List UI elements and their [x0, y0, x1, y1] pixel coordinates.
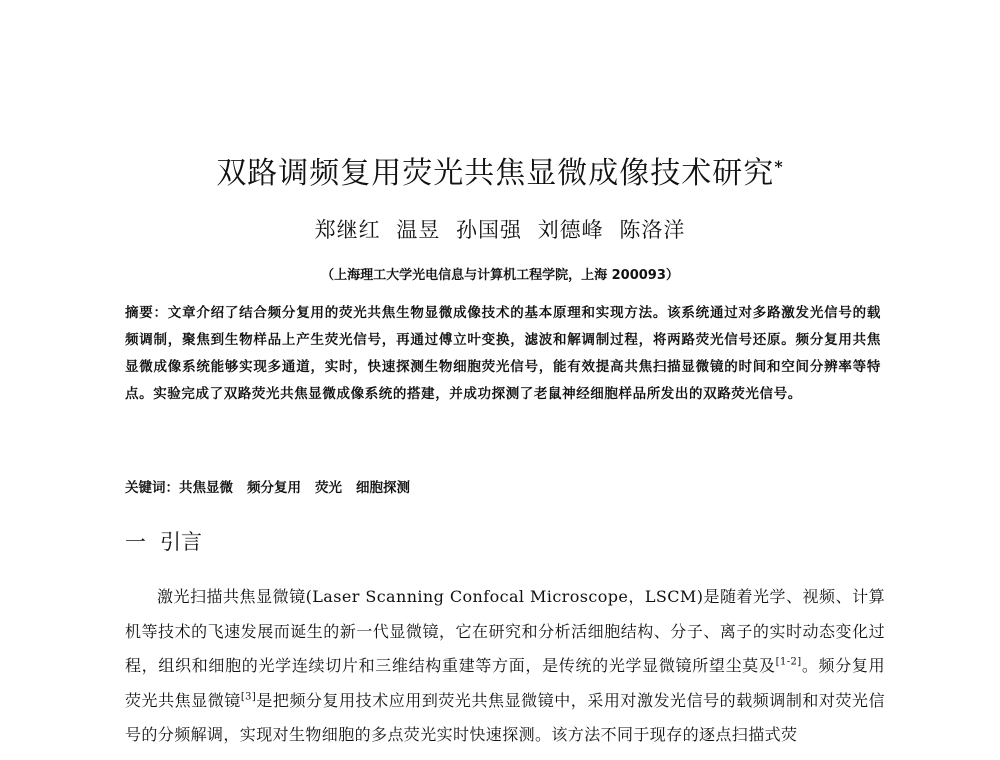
body-text-part: 是把频分复用技术应用到荧光共焦显微镜中，采用对激发光信号的载频调制和对荧光信号的分频解调，实现对生物细胞的多点荧光实时快速探测。该方法不同于现存的逐点扫描式荧	[125, 690, 886, 744]
paper-title-text: 双路调频复用荧光共焦显微成像技术研究	[216, 156, 775, 191]
author-name: 孙国强	[456, 218, 522, 242]
title-footnote-mark: *	[774, 157, 784, 176]
body-paragraph	[125, 580, 885, 753]
citation: [1-2]	[775, 656, 802, 668]
citation: [3]	[240, 691, 257, 703]
author-name: 陈洛洋	[619, 218, 686, 242]
author-name: 郑继红	[314, 218, 381, 242]
keyword: 频分复用	[247, 480, 301, 496]
body-text-part: 。频分复用荧光共焦显微镜	[125, 656, 885, 710]
keyword: 荧光	[315, 480, 342, 496]
author-list	[0, 214, 1000, 244]
keyword: 细胞探测	[356, 480, 410, 496]
keyword: 共焦显微	[179, 480, 233, 496]
section-number: 一	[125, 530, 146, 554]
keywords-label: 关键词：	[125, 480, 179, 496]
body-text-part: 激光扫描共焦显微镜(Laser Scanning Confocal Microscope，LSCM)是随着光学、视频、计算机等技术的飞速发展而诞生的新一代显微镜，它在研究和分析活细胞结构、分子、离子的实时动态变化过程，组织和细胞的光学连续切片和三维结构重建等方面，是传统的光学显微镜所望尘莫及	[125, 587, 885, 675]
abstract: 摘要：文章介绍了结合频分复用的荧光共焦生物显微成像技术的基本原理和实现方法。该系统通过对多路激发光信号的载频调制，聚焦到生物样品上产生荧光信号，再通过傅立叶变换，滤波和解调制过程，将两路荧光信号还原。频分复用共焦显微成像系统能够实现多通道，实时，快速探测生物细胞荧光信号，能有效提高共焦扫描显微镜的时间和空间分辨率等特点。实验完成了双路荧光共焦显微成像系统的搭建，并成功探测了老鼠神经细胞样品所发出的双路荧光信号。	[125, 305, 881, 402]
author-name: 温昱	[396, 218, 441, 242]
paper-title	[0, 148, 1000, 192]
author-name: 刘德峰	[537, 218, 604, 242]
affiliation: （上海理工大学光电信息与计算机工程学院，上海 200093）	[321, 268, 679, 283]
section-title: 引言	[160, 530, 202, 554]
keywords	[125, 476, 424, 496]
section-heading	[125, 526, 202, 556]
